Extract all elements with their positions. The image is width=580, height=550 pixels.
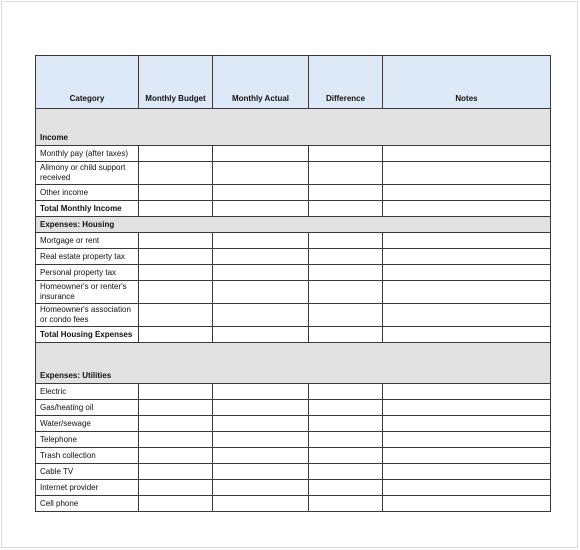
monthly-actual-cell[interactable] (213, 448, 309, 464)
row-label: Internet provider (36, 480, 139, 496)
notes-cell[interactable] (383, 327, 551, 343)
monthly-actual-cell[interactable] (213, 233, 309, 249)
difference-cell[interactable] (309, 480, 383, 496)
monthly-budget-cell[interactable] (139, 496, 213, 512)
monthly-actual-cell[interactable] (213, 281, 309, 304)
difference-cell[interactable] (309, 327, 383, 343)
difference-cell[interactable] (309, 249, 383, 265)
monthly-actual-cell[interactable] (213, 201, 309, 217)
total-label: Total Housing Expenses (36, 327, 139, 343)
notes-cell[interactable] (383, 249, 551, 265)
difference-cell[interactable] (309, 496, 383, 512)
section-income (36, 109, 551, 146)
table-row (36, 496, 551, 512)
row-label: Real estate property tax (36, 249, 139, 265)
table-row (36, 162, 551, 185)
row-label: Cell phone (36, 496, 139, 512)
notes-cell[interactable] (383, 281, 551, 304)
difference-cell[interactable] (309, 281, 383, 304)
difference-cell[interactable] (309, 464, 383, 480)
row-label: Other income (36, 185, 139, 201)
row-label: Mortgage or rent (36, 233, 139, 249)
monthly-actual-cell[interactable] (213, 496, 309, 512)
monthly-actual-cell[interactable] (213, 384, 309, 400)
difference-cell[interactable] (309, 448, 383, 464)
column-header-notes: Notes (383, 56, 551, 109)
column-header-category: Category (36, 56, 139, 109)
notes-cell[interactable] (383, 416, 551, 432)
section-title: Income (36, 109, 551, 146)
table-row (36, 432, 551, 448)
row-label: Monthly pay (after taxes) (36, 146, 139, 162)
table-row (36, 400, 551, 416)
notes-cell[interactable] (383, 384, 551, 400)
row-label: Gas/heating oil (36, 400, 139, 416)
monthly-budget-cell[interactable] (139, 416, 213, 432)
row-label: Electric (36, 384, 139, 400)
difference-cell[interactable] (309, 384, 383, 400)
row-label: Telephone (36, 432, 139, 448)
notes-cell[interactable] (383, 162, 551, 185)
table-row (36, 464, 551, 480)
table-row (36, 249, 551, 265)
notes-cell[interactable] (383, 480, 551, 496)
row-label: Homeowner's association or condo fees (36, 304, 139, 327)
notes-cell[interactable] (383, 496, 551, 512)
monthly-budget-cell[interactable] (139, 185, 213, 201)
table-row (36, 384, 551, 400)
monthly-actual-cell[interactable] (213, 162, 309, 185)
section-housing (36, 217, 551, 233)
difference-cell[interactable] (309, 265, 383, 281)
monthly-budget-cell[interactable] (139, 384, 213, 400)
table-row (36, 265, 551, 281)
monthly-actual-cell[interactable] (213, 464, 309, 480)
notes-cell[interactable] (383, 400, 551, 416)
row-label: Water/sewage (36, 416, 139, 432)
difference-cell[interactable] (309, 162, 383, 185)
total-row (36, 201, 551, 217)
column-header-monthly-budget: Monthly Budget (139, 56, 213, 109)
monthly-budget-cell[interactable] (139, 233, 213, 249)
difference-cell[interactable] (309, 416, 383, 432)
monthly-budget-cell[interactable] (139, 162, 213, 185)
monthly-actual-cell[interactable] (213, 265, 309, 281)
section-title: Expenses: Utilities (36, 343, 551, 384)
budget-table (35, 55, 551, 512)
notes-cell[interactable] (383, 233, 551, 249)
monthly-budget-cell[interactable] (139, 327, 213, 343)
monthly-budget-cell[interactable] (139, 432, 213, 448)
table-row (36, 448, 551, 464)
monthly-actual-cell[interactable] (213, 416, 309, 432)
column-header-difference: Difference (309, 56, 383, 109)
section-utilities (36, 343, 551, 384)
monthly-budget-cell[interactable] (139, 480, 213, 496)
column-header-monthly-actual: Monthly Actual (213, 56, 309, 109)
monthly-actual-cell[interactable] (213, 480, 309, 496)
monthly-budget-cell[interactable] (139, 448, 213, 464)
monthly-budget-cell[interactable] (139, 201, 213, 217)
table-row (36, 185, 551, 201)
notes-cell[interactable] (383, 201, 551, 217)
notes-cell[interactable] (383, 464, 551, 480)
table-row (36, 416, 551, 432)
row-label: Personal property tax (36, 265, 139, 281)
difference-cell[interactable] (309, 201, 383, 217)
notes-cell[interactable] (383, 432, 551, 448)
difference-cell[interactable] (309, 146, 383, 162)
notes-cell[interactable] (383, 265, 551, 281)
difference-cell[interactable] (309, 400, 383, 416)
notes-cell[interactable] (383, 304, 551, 327)
total-label: Total Monthly Income (36, 201, 139, 217)
table-row (36, 146, 551, 162)
notes-cell[interactable] (383, 185, 551, 201)
monthly-budget-cell[interactable] (139, 249, 213, 265)
difference-cell[interactable] (309, 304, 383, 327)
row-label: Homeowner's or renter's insurance (36, 281, 139, 304)
monthly-actual-cell[interactable] (213, 304, 309, 327)
difference-cell[interactable] (309, 185, 383, 201)
monthly-budget-cell[interactable] (139, 281, 213, 304)
table-row (36, 281, 551, 304)
row-label: Cable TV (36, 464, 139, 480)
notes-cell[interactable] (383, 448, 551, 464)
monthly-actual-cell[interactable] (213, 432, 309, 448)
monthly-actual-cell[interactable] (213, 249, 309, 265)
notes-cell[interactable] (383, 146, 551, 162)
monthly-actual-cell[interactable] (213, 400, 309, 416)
table-row (36, 304, 551, 327)
header-row (36, 56, 551, 109)
monthly-actual-cell[interactable] (213, 146, 309, 162)
monthly-budget-cell[interactable] (139, 304, 213, 327)
monthly-budget-cell[interactable] (139, 146, 213, 162)
monthly-actual-cell[interactable] (213, 327, 309, 343)
monthly-budget-cell[interactable] (139, 464, 213, 480)
row-label: Alimony or child support received (36, 162, 139, 185)
section-title: Expenses: Housing (36, 217, 551, 233)
monthly-actual-cell[interactable] (213, 185, 309, 201)
difference-cell[interactable] (309, 233, 383, 249)
budget-worksheet-page (1, 1, 578, 548)
monthly-budget-cell[interactable] (139, 400, 213, 416)
row-label: Trash collection (36, 448, 139, 464)
table-row (36, 233, 551, 249)
table-row (36, 480, 551, 496)
difference-cell[interactable] (309, 432, 383, 448)
monthly-budget-cell[interactable] (139, 265, 213, 281)
total-row (36, 327, 551, 343)
